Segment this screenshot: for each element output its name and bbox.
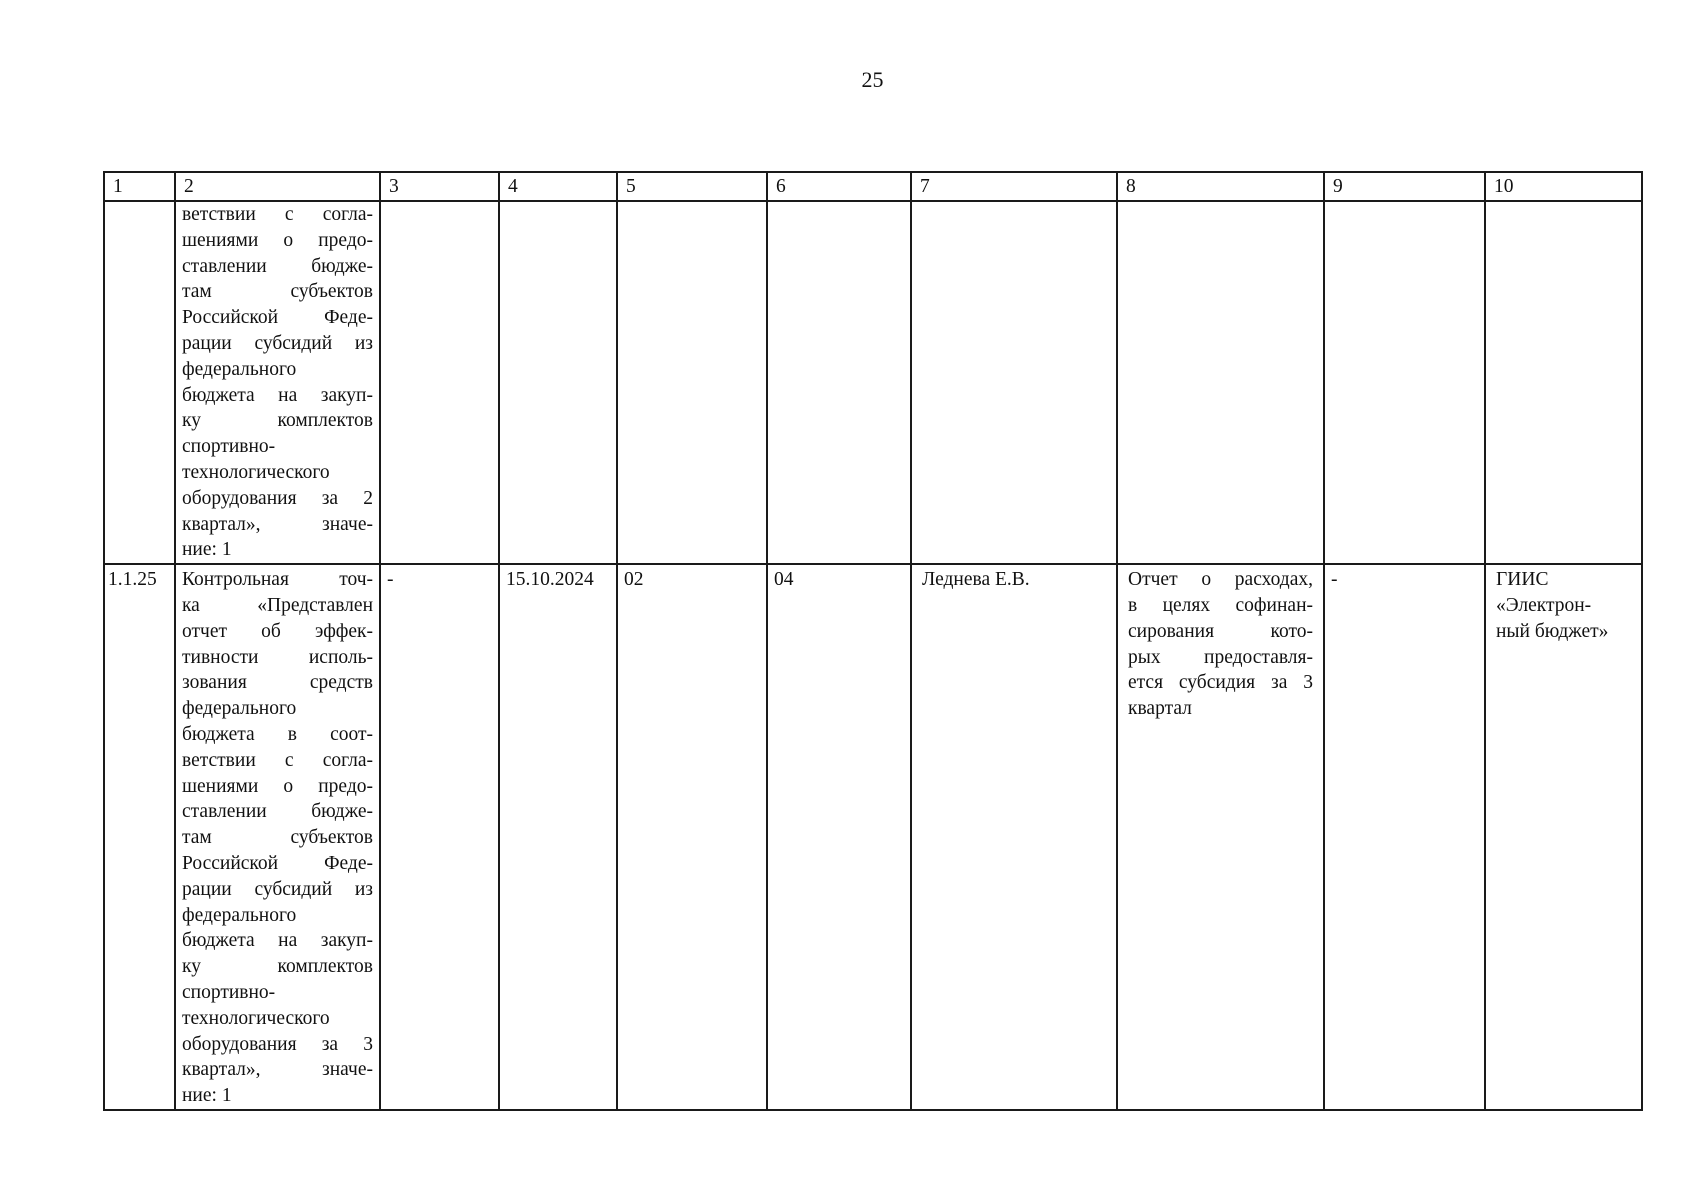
description-line: бюджета в соот- [182, 723, 373, 745]
column-header: 10 [1485, 172, 1642, 201]
description-cell [175, 201, 380, 564]
description-line: шениями о предо- [182, 229, 373, 251]
document-line: ется субсидия за 3 [1128, 672, 1313, 694]
description-line: бюджета на закуп- [182, 384, 373, 406]
description-line: ветствии с согла- [182, 204, 373, 225]
system-cell [1485, 564, 1642, 1110]
cell [1324, 201, 1485, 564]
column-header: 1 [104, 172, 175, 201]
description-line: оборудования за 2 [182, 487, 373, 509]
table-row [104, 564, 1642, 1110]
column-header: 9 [1324, 172, 1485, 201]
description-line: ветствии с согла- [182, 749, 373, 771]
document-line: Отчет о расходах, [1128, 569, 1313, 591]
description-line: Российской Феде- [182, 307, 373, 329]
row-number-cell [104, 201, 175, 564]
description-line: тивности исполь- [182, 646, 373, 668]
description-line: спортивно- [182, 436, 276, 458]
description-line: отчет об эффек- [182, 620, 373, 642]
responsible-cell: Леднева Е.В. [911, 564, 1117, 1110]
description-line: федерального [182, 698, 297, 720]
cell: - [1324, 564, 1485, 1110]
column-header: 3 [380, 172, 499, 201]
document-line: рых предоставля- [1128, 646, 1313, 668]
system-line: ГИИС [1496, 569, 1549, 591]
description-line: рации субсидий из [182, 878, 373, 900]
description-line: бюджета на закуп- [182, 930, 373, 952]
cell: - [380, 564, 499, 1110]
table-header-row [104, 172, 1642, 201]
system-line: ный бюджет» [1496, 620, 1609, 642]
description-line: шениями о предо- [182, 775, 373, 797]
description-line: зования средств [182, 672, 373, 694]
document-line: сирования кото- [1128, 620, 1313, 642]
description-line: ставлении бюдже- [182, 801, 373, 823]
page-number: 25 [861, 67, 884, 92]
description-line: рации субсидий из [182, 332, 373, 354]
cell [1117, 201, 1324, 564]
description-line: технологического [182, 461, 330, 483]
cell [617, 201, 767, 564]
description-line: квартал», значе- [182, 513, 373, 535]
description-cell [175, 564, 380, 1110]
description-line: там субъектов [182, 827, 373, 849]
cell [380, 201, 499, 564]
description-line: оборудования за 3 [182, 1033, 373, 1055]
description-line: Контрольная точ- [182, 569, 373, 591]
document-cell [1117, 564, 1324, 1110]
document-line: квартал [1128, 698, 1192, 720]
document-table [103, 171, 1643, 1111]
description-line: федерального [182, 358, 297, 380]
date-cell: 15.10.2024 [499, 564, 617, 1110]
cell [767, 201, 911, 564]
cell [1485, 201, 1642, 564]
cell [911, 201, 1117, 564]
description-line: ку комплектов [182, 956, 373, 978]
description-line: ние: 1 [182, 1085, 232, 1107]
description-line: спортивно- [182, 981, 276, 1003]
description-line: ка «Представлен [182, 594, 373, 616]
description-line: ние: 1 [182, 539, 232, 561]
system-line: «Электрон- [1496, 594, 1592, 616]
cell: 02 [617, 564, 767, 1110]
column-header: 4 [499, 172, 617, 201]
cell [499, 201, 617, 564]
column-header: 5 [617, 172, 767, 201]
description-line: федерального [182, 904, 297, 926]
description-line: Российской Феде- [182, 852, 373, 874]
description-line: там субъектов [182, 281, 373, 303]
description-line: ку комплектов [182, 410, 373, 432]
cell: 04 [767, 564, 911, 1110]
table-row [104, 201, 1642, 564]
row-number-cell: 1.1.25 [104, 564, 175, 1110]
column-header: 8 [1117, 172, 1324, 201]
column-header: 2 [175, 172, 380, 201]
document-line: в целях софинан- [1128, 594, 1313, 616]
description-line: технологического [182, 1007, 330, 1029]
description-line: ставлении бюдже- [182, 255, 373, 277]
column-header: 7 [911, 172, 1117, 201]
description-line: квартал», значе- [182, 1059, 373, 1081]
column-header: 6 [767, 172, 911, 201]
